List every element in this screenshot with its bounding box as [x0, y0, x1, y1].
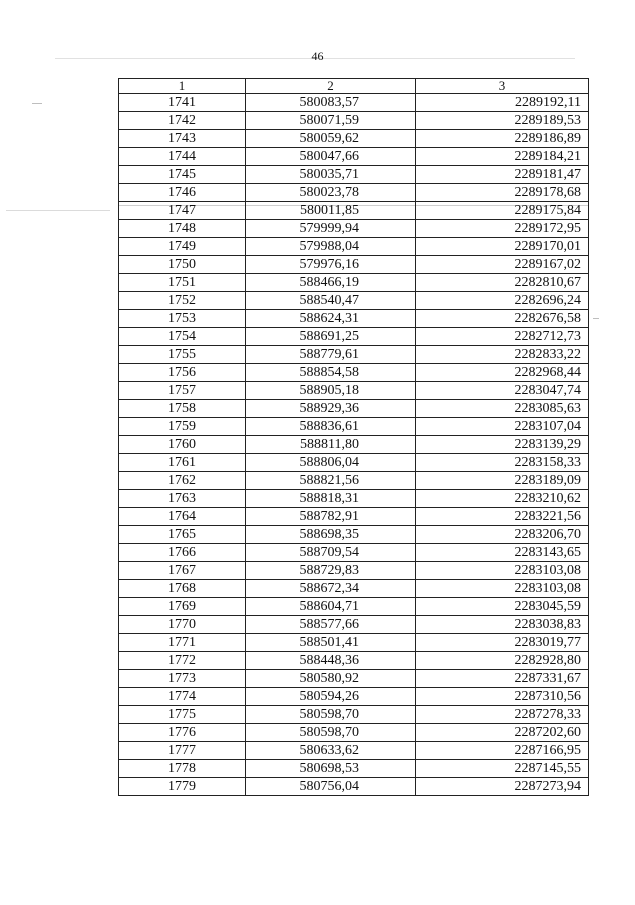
table-row — [119, 364, 589, 382]
table-row — [119, 274, 589, 292]
point-number-cell: 1768 — [119, 580, 246, 598]
x-coordinate-cell: 580011,85 — [246, 202, 416, 220]
table-row — [119, 544, 589, 562]
x-coordinate-cell: 588448,36 — [246, 652, 416, 670]
table-row — [119, 202, 589, 220]
x-coordinate-cell: 580633,62 — [246, 742, 416, 760]
y-coordinate-cell: 2283139,29 — [416, 436, 589, 454]
table-row — [119, 256, 589, 274]
point-number-cell: 1777 — [119, 742, 246, 760]
table-row — [119, 436, 589, 454]
x-coordinate-cell: 588905,18 — [246, 382, 416, 400]
table-row — [119, 652, 589, 670]
point-number-cell: 1742 — [119, 112, 246, 130]
point-number-cell: 1778 — [119, 760, 246, 778]
x-coordinate-cell: 588729,83 — [246, 562, 416, 580]
table-header-row — [119, 79, 589, 94]
table-row — [119, 580, 589, 598]
y-coordinate-cell: 2282696,24 — [416, 292, 589, 310]
column-header-1: 1 — [119, 79, 246, 94]
table-body — [119, 94, 589, 796]
table-row — [119, 238, 589, 256]
x-coordinate-cell: 588709,54 — [246, 544, 416, 562]
x-coordinate-cell: 588540,47 — [246, 292, 416, 310]
y-coordinate-cell: 2283221,56 — [416, 508, 589, 526]
point-number-cell: 1767 — [119, 562, 246, 580]
point-number-cell: 1748 — [119, 220, 246, 238]
point-number-cell: 1761 — [119, 454, 246, 472]
table-row — [119, 670, 589, 688]
x-coordinate-cell: 580756,04 — [246, 778, 416, 796]
point-number-cell: 1779 — [119, 778, 246, 796]
table-row — [119, 112, 589, 130]
table-row — [119, 292, 589, 310]
table-row — [119, 490, 589, 508]
table-row — [119, 454, 589, 472]
x-coordinate-cell: 588836,61 — [246, 418, 416, 436]
point-number-cell: 1759 — [119, 418, 246, 436]
point-number-cell: 1775 — [119, 706, 246, 724]
point-number-cell: 1750 — [119, 256, 246, 274]
y-coordinate-cell: 2282676,58 — [416, 310, 589, 328]
table-row — [119, 508, 589, 526]
x-coordinate-cell: 588929,36 — [246, 400, 416, 418]
column-header-2: 2 — [246, 79, 416, 94]
table-row — [119, 328, 589, 346]
table-row — [119, 706, 589, 724]
table-row — [119, 418, 589, 436]
point-number-cell: 1754 — [119, 328, 246, 346]
x-coordinate-cell: 580035,71 — [246, 166, 416, 184]
point-number-cell: 1756 — [119, 364, 246, 382]
table-row — [119, 562, 589, 580]
x-coordinate-cell: 588821,56 — [246, 472, 416, 490]
scan-noise-left-1 — [32, 103, 42, 104]
point-number-cell: 1776 — [119, 724, 246, 742]
x-coordinate-cell: 588466,19 — [246, 274, 416, 292]
coordinates-table — [118, 78, 589, 796]
x-coordinate-cell: 580083,57 — [246, 94, 416, 112]
table-row — [119, 616, 589, 634]
table-row — [119, 688, 589, 706]
y-coordinate-cell: 2283047,74 — [416, 382, 589, 400]
point-number-cell: 1741 — [119, 94, 246, 112]
table-row — [119, 742, 589, 760]
x-coordinate-cell: 588806,04 — [246, 454, 416, 472]
point-number-cell: 1772 — [119, 652, 246, 670]
point-number-cell: 1763 — [119, 490, 246, 508]
y-coordinate-cell: 2287331,67 — [416, 670, 589, 688]
x-coordinate-cell: 580047,66 — [246, 148, 416, 166]
x-coordinate-cell: 588811,80 — [246, 436, 416, 454]
x-coordinate-cell: 580594,26 — [246, 688, 416, 706]
point-number-cell: 1765 — [119, 526, 246, 544]
table-row — [119, 400, 589, 418]
x-coordinate-cell: 588672,34 — [246, 580, 416, 598]
page-number: 46 — [311, 49, 324, 63]
x-coordinate-cell: 588782,91 — [246, 508, 416, 526]
point-number-cell: 1758 — [119, 400, 246, 418]
y-coordinate-cell: 2289189,53 — [416, 112, 589, 130]
point-number-cell: 1764 — [119, 508, 246, 526]
x-coordinate-cell: 588818,31 — [246, 490, 416, 508]
point-number-cell: 1744 — [119, 148, 246, 166]
x-coordinate-cell: 579976,16 — [246, 256, 416, 274]
point-number-cell: 1745 — [119, 166, 246, 184]
y-coordinate-cell: 2287145,55 — [416, 760, 589, 778]
y-coordinate-cell: 2283107,04 — [416, 418, 589, 436]
point-number-cell: 1773 — [119, 670, 246, 688]
x-coordinate-cell: 580580,92 — [246, 670, 416, 688]
x-coordinate-cell: 588779,61 — [246, 346, 416, 364]
scan-noise-left-2 — [6, 210, 110, 211]
point-number-cell: 1755 — [119, 346, 246, 364]
x-coordinate-cell: 588501,41 — [246, 634, 416, 652]
scan-noise-right — [593, 318, 599, 319]
point-number-cell: 1769 — [119, 598, 246, 616]
point-number-cell: 1753 — [119, 310, 246, 328]
point-number-cell: 1762 — [119, 472, 246, 490]
table-row — [119, 346, 589, 364]
x-coordinate-cell: 588604,71 — [246, 598, 416, 616]
table-row — [119, 778, 589, 796]
point-number-cell: 1747 — [119, 202, 246, 220]
point-number-cell: 1774 — [119, 688, 246, 706]
y-coordinate-cell: 2289172,95 — [416, 220, 589, 238]
y-coordinate-cell: 2289181,47 — [416, 166, 589, 184]
x-coordinate-cell: 580698,53 — [246, 760, 416, 778]
y-coordinate-cell: 2289178,68 — [416, 184, 589, 202]
table-row — [119, 598, 589, 616]
y-coordinate-cell: 2282810,67 — [416, 274, 589, 292]
table-row — [119, 382, 589, 400]
x-coordinate-cell: 579988,04 — [246, 238, 416, 256]
table-row — [119, 220, 589, 238]
x-coordinate-cell: 580071,59 — [246, 112, 416, 130]
table-row — [119, 130, 589, 148]
x-coordinate-cell: 588691,25 — [246, 328, 416, 346]
y-coordinate-cell: 2289186,89 — [416, 130, 589, 148]
table-row — [119, 526, 589, 544]
y-coordinate-cell: 2282968,44 — [416, 364, 589, 382]
y-coordinate-cell: 2287278,33 — [416, 706, 589, 724]
point-number-cell: 1760 — [119, 436, 246, 454]
point-number-cell: 1757 — [119, 382, 246, 400]
point-number-cell: 1746 — [119, 184, 246, 202]
y-coordinate-cell: 2282712,73 — [416, 328, 589, 346]
column-header-3: 3 — [416, 79, 589, 94]
y-coordinate-cell: 2289175,84 — [416, 202, 589, 220]
table-row — [119, 472, 589, 490]
point-number-cell: 1752 — [119, 292, 246, 310]
y-coordinate-cell: 2287273,94 — [416, 778, 589, 796]
x-coordinate-cell: 588577,66 — [246, 616, 416, 634]
y-coordinate-cell: 2287166,95 — [416, 742, 589, 760]
y-coordinate-cell: 2289184,21 — [416, 148, 589, 166]
y-coordinate-cell: 2283143,65 — [416, 544, 589, 562]
y-coordinate-cell: 2283085,63 — [416, 400, 589, 418]
point-number-cell: 1770 — [119, 616, 246, 634]
table-row — [119, 166, 589, 184]
table-row — [119, 94, 589, 112]
y-coordinate-cell: 2283189,09 — [416, 472, 589, 490]
table-row — [119, 724, 589, 742]
y-coordinate-cell: 2283103,08 — [416, 580, 589, 598]
table-row — [119, 310, 589, 328]
x-coordinate-cell: 580598,70 — [246, 724, 416, 742]
y-coordinate-cell: 2283158,33 — [416, 454, 589, 472]
point-number-cell: 1749 — [119, 238, 246, 256]
y-coordinate-cell: 2283045,59 — [416, 598, 589, 616]
x-coordinate-cell: 588624,31 — [246, 310, 416, 328]
y-coordinate-cell: 2287310,56 — [416, 688, 589, 706]
y-coordinate-cell: 2283210,62 — [416, 490, 589, 508]
y-coordinate-cell: 2282833,22 — [416, 346, 589, 364]
x-coordinate-cell: 588698,35 — [246, 526, 416, 544]
table-row — [119, 184, 589, 202]
point-number-cell: 1771 — [119, 634, 246, 652]
x-coordinate-cell: 580059,62 — [246, 130, 416, 148]
point-number-cell: 1766 — [119, 544, 246, 562]
y-coordinate-cell: 2289167,02 — [416, 256, 589, 274]
x-coordinate-cell: 588854,58 — [246, 364, 416, 382]
point-number-cell: 1751 — [119, 274, 246, 292]
table-row — [119, 760, 589, 778]
point-number-cell: 1743 — [119, 130, 246, 148]
y-coordinate-cell: 2289170,01 — [416, 238, 589, 256]
x-coordinate-cell: 580598,70 — [246, 706, 416, 724]
table-row — [119, 634, 589, 652]
table-row — [119, 148, 589, 166]
x-coordinate-cell: 580023,78 — [246, 184, 416, 202]
y-coordinate-cell: 2283103,08 — [416, 562, 589, 580]
y-coordinate-cell: 2287202,60 — [416, 724, 589, 742]
y-coordinate-cell: 2283019,77 — [416, 634, 589, 652]
y-coordinate-cell: 2283038,83 — [416, 616, 589, 634]
x-coordinate-cell: 579999,94 — [246, 220, 416, 238]
y-coordinate-cell: 2283206,70 — [416, 526, 589, 544]
y-coordinate-cell: 2282928,80 — [416, 652, 589, 670]
y-coordinate-cell: 2289192,11 — [416, 94, 589, 112]
